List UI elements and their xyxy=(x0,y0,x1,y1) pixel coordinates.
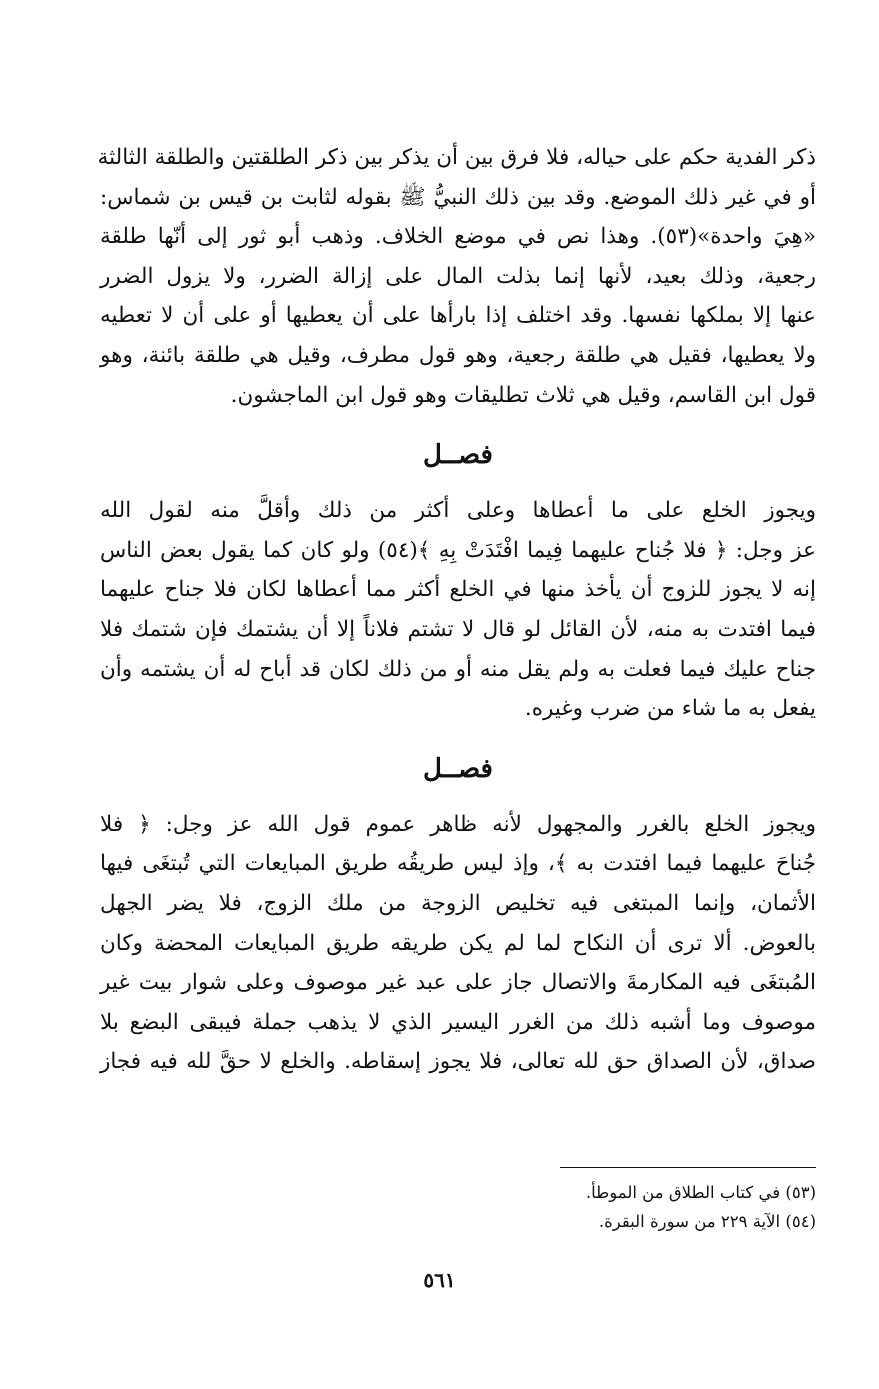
paragraph-1 xyxy=(97,138,816,415)
section-heading: فصــل xyxy=(423,440,493,471)
text-line: إنه لا يجوز للزوج أن يأخذ منها في الخلع أكثر مما أعطاها لكان فلا جناح عليهما xyxy=(100,577,816,603)
text-line: فيما افتدت به منه، لأن القائل لو قال لا تشتم فلاناً إلا أن يشتمك فإن شتمك فلا xyxy=(100,616,816,642)
text-line: جُناحَ عليهما فيما افتدت به ﴾، وإذ ليس طريقُه طريق المبايعات التي تُبتغَى فيها xyxy=(100,851,816,877)
text-line: ويجوز الخلع بالغرر والمجهول لأنه ظاهر عموم قول الله عز وجل: ﴿ فلا xyxy=(100,811,816,837)
text-line: يفعل به ما شاء من ضرب وغيره. xyxy=(524,696,816,722)
text-line: قول ابن القاسم، وقيل هي ثلاث تطليقات وهو قول ابن الماجشون. xyxy=(230,382,816,408)
text-line: المُبتغَى فيه المكارمةَ والاتصال جاز على عبد غير موصوف وعلى شوار بيت غير xyxy=(100,970,816,996)
text-line: عز وجل: ﴿ فلا جُناح عليهما فِيما افْتَدَتْ بِهِ ﴾(٥٤) ولو كان كما يقول بعض الناس xyxy=(100,537,816,563)
text-line: جناح عليك فيما فعلت به ولم يقل منه أو من ذلك لكان قد أباح له أن يشتمه وأن xyxy=(100,656,816,682)
text-line: ولا يعطيها، فقيل هي طلقة رجعية، وهو قول مطرف، وقيل هي طلقة بائنة، وهو xyxy=(100,342,816,368)
footnote-divider xyxy=(560,1167,816,1168)
page-number: ٥٦١ xyxy=(423,1268,456,1292)
text-line: الأثمان، وإنما المبتغى فيه تخليص الزوجة من ملك الزوج، فلا يضر الجهل xyxy=(100,890,816,916)
text-line: عنها إلا بملكها نفسها. وقد اختلف إذا بارأها على أن يعطيها أو على أن لا تعطيه xyxy=(100,303,816,329)
text-line: ذكر الفدية حكم على حياله، فلا فرق بين أن يذكر بين ذكر الطلقتين والطلقة الثالثة xyxy=(97,145,816,170)
paragraph-3 xyxy=(100,805,816,1082)
footnote: (٥٤) الآية ٢٢٩ من سورة البقرة. xyxy=(598,1212,816,1231)
page-body xyxy=(97,138,816,1082)
text-line: بالعوض. ألا ترى أن النكاح لما لم يكن طريقه طريق المبايعات المحضة وكان xyxy=(100,930,816,956)
text-line: أو في غير ذلك الموضع. وقد بين ذلك النبيُّ ﷺ بقوله لثابت بن قيس بن شماس: xyxy=(100,184,816,210)
paragraph-2 xyxy=(100,491,816,729)
text-line: موصوف وما أشبه ذلك من الغرر اليسير الذي لا يذهب جملة فيبقى البضع بلا xyxy=(100,1009,816,1035)
section-heading: فصــل xyxy=(423,753,493,784)
text-line: ويجوز الخلع على ما أعطاها وعلى أكثر من ذلك وأقلَّ منه لقول الله xyxy=(100,498,816,524)
text-line: رجعية، وذلك بعيد، لأنها إنما بذلت المال على إزالة الضرر، ولا يزول الضرر xyxy=(100,263,816,289)
footnotes xyxy=(300,1178,816,1236)
text-line: «هِيَ واحدة»(٥٣). وهذا نص في موضع الخلاف. وذهب أبو ثور إلى أنّها طلقة xyxy=(100,224,816,250)
text-line: صداق، لأن الصداق حق لله تعالى، فلا يجوز إسقاطه. والخلع لا حقَّ لله فيه فجاز xyxy=(100,1049,816,1075)
footnote: (٥٣) في كتاب الطلاق من الموطأ. xyxy=(585,1183,816,1202)
